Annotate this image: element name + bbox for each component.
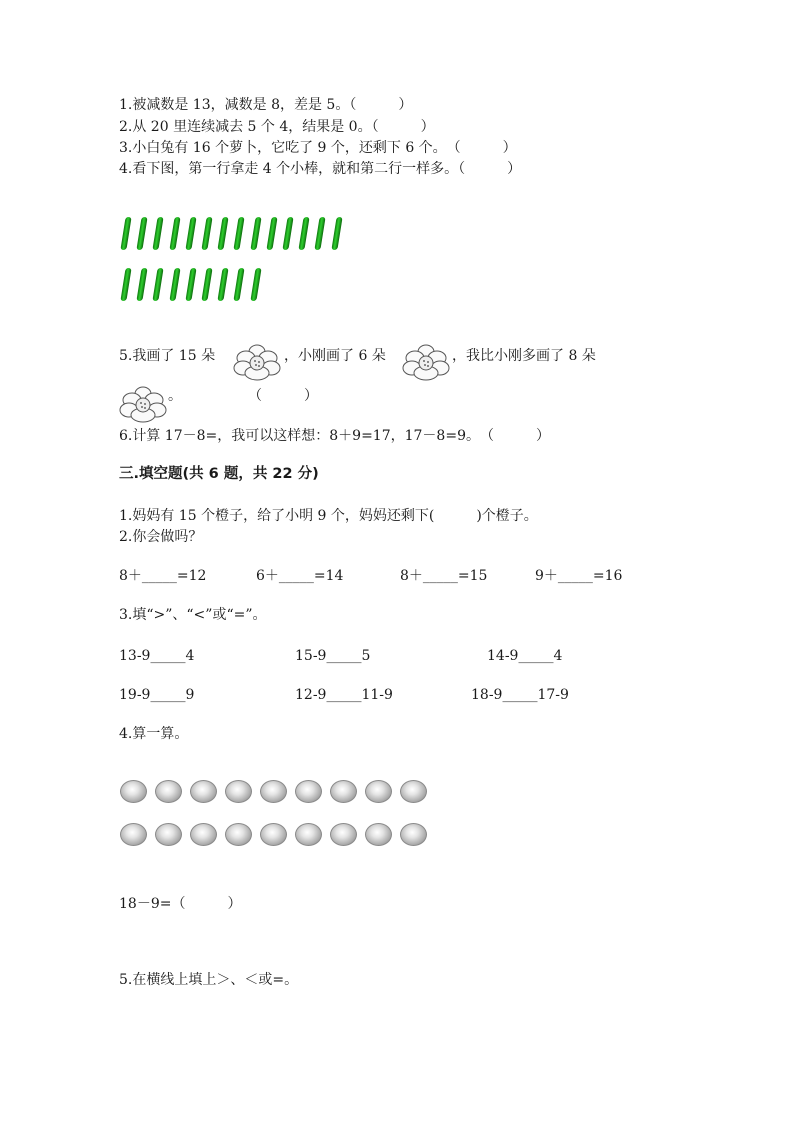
stick-icon (218, 217, 229, 250)
stick-icon (250, 268, 261, 301)
stick-icon (250, 217, 261, 250)
stick-icon (234, 268, 245, 301)
judge-question-5-part-4: 。 (168, 388, 182, 404)
stick-icon (153, 268, 164, 301)
judge-question-5-part-2: ，小刚画了 6 朵 (284, 348, 386, 364)
judge-question-5-part-3: ，我比小刚多画了 8 朵 (452, 348, 596, 364)
equation-item: 9＋_____=16 (535, 568, 623, 584)
stick-icon (169, 217, 180, 250)
ball-icon (400, 780, 427, 803)
fill-question-5: 5.在横线上填上＞、＜或=。 (119, 972, 299, 988)
judge-question-3: 3.小白兔有 16 个萝卜，它吃了 9 个，还剩下 6 个。 （ ） (119, 140, 517, 156)
sticks-row-1 (119, 217, 359, 251)
fill-question-3: 3.填“>”、“<”或“=”。 (119, 607, 267, 623)
stick-icon (120, 217, 131, 250)
section-heading-fill: 三.填空题(共 6 题，共 22 分) (119, 466, 319, 482)
compare-item: 19-9_____9 (119, 687, 195, 703)
ball-icon (155, 780, 182, 803)
stick-icon (266, 217, 277, 250)
stick-icon (185, 217, 196, 250)
ball-icon (400, 823, 427, 846)
judge-question-6: 6.计算 17－8=，我可以这样想：8＋9=17，17－8=9。 （ ） (119, 428, 550, 444)
judge-question-1: 1.被减数是 13，减数是 8，差是 5。（ ） (119, 97, 413, 113)
ball-icon (260, 823, 287, 846)
balls-row-2 (120, 823, 440, 849)
stick-icon (201, 217, 212, 250)
ball-icon (295, 823, 322, 846)
ball-icon (225, 823, 252, 846)
stick-icon (315, 217, 326, 250)
compare-item: 14-9_____4 (487, 648, 563, 664)
stick-icon (185, 268, 196, 301)
equation-item: 8＋_____=12 (119, 568, 207, 584)
ball-icon (365, 823, 392, 846)
ball-icon (120, 780, 147, 803)
stick-icon (331, 217, 342, 250)
stick-icon (218, 268, 229, 301)
stick-icon (282, 217, 293, 250)
compare-item: 13-9_____4 (119, 648, 195, 664)
equation-item: 8＋_____=15 (400, 568, 488, 584)
compare-item: 18-9_____17-9 (471, 687, 569, 703)
flower-icon (119, 384, 167, 424)
judge-question-4: 4.看下图，第一行拿走 4 个小棒，就和第二行一样多。（ ） (119, 161, 522, 177)
ball-icon (155, 823, 182, 846)
equation-item: 6＋_____=14 (256, 568, 344, 584)
ball-icon (330, 823, 357, 846)
judge-question-2: 2.从 20 里连续减去 5 个 4，结果是 0。（ ） (119, 119, 435, 135)
ball-icon (225, 780, 252, 803)
ball-icon (260, 780, 287, 803)
ball-icon (330, 780, 357, 803)
ball-icon (365, 780, 392, 803)
stick-icon (299, 217, 310, 250)
stick-icon (120, 268, 131, 301)
fill-question-4: 4.算一算。 (119, 726, 189, 742)
sticks-row-2 (119, 268, 269, 302)
fill-question-4-equation: 18－9=（ ） (119, 896, 242, 912)
stick-icon (153, 217, 164, 250)
ball-icon (120, 823, 147, 846)
ball-icon (295, 780, 322, 803)
flower-icon (233, 342, 281, 382)
stick-icon (201, 268, 212, 301)
balls-row-1 (120, 780, 440, 806)
flower-icon (402, 342, 450, 382)
ball-icon (190, 823, 217, 846)
ball-icon (190, 780, 217, 803)
compare-item: 12-9_____11-9 (295, 687, 393, 703)
compare-item: 15-9_____5 (295, 648, 371, 664)
fill-question-2: 2.你会做吗？ (119, 529, 203, 545)
judge-question-5-part-1: 5.我画了 15 朵 (119, 348, 216, 364)
fill-question-1: 1.妈妈有 15 个橙子，给了小明 9 个，妈妈还剩下( )个橙子。 (119, 508, 538, 524)
stick-icon (137, 217, 148, 250)
stick-icon (169, 268, 180, 301)
stick-icon (234, 217, 245, 250)
stick-icon (137, 268, 148, 301)
judge-question-5-paren: （ ） (248, 388, 318, 404)
